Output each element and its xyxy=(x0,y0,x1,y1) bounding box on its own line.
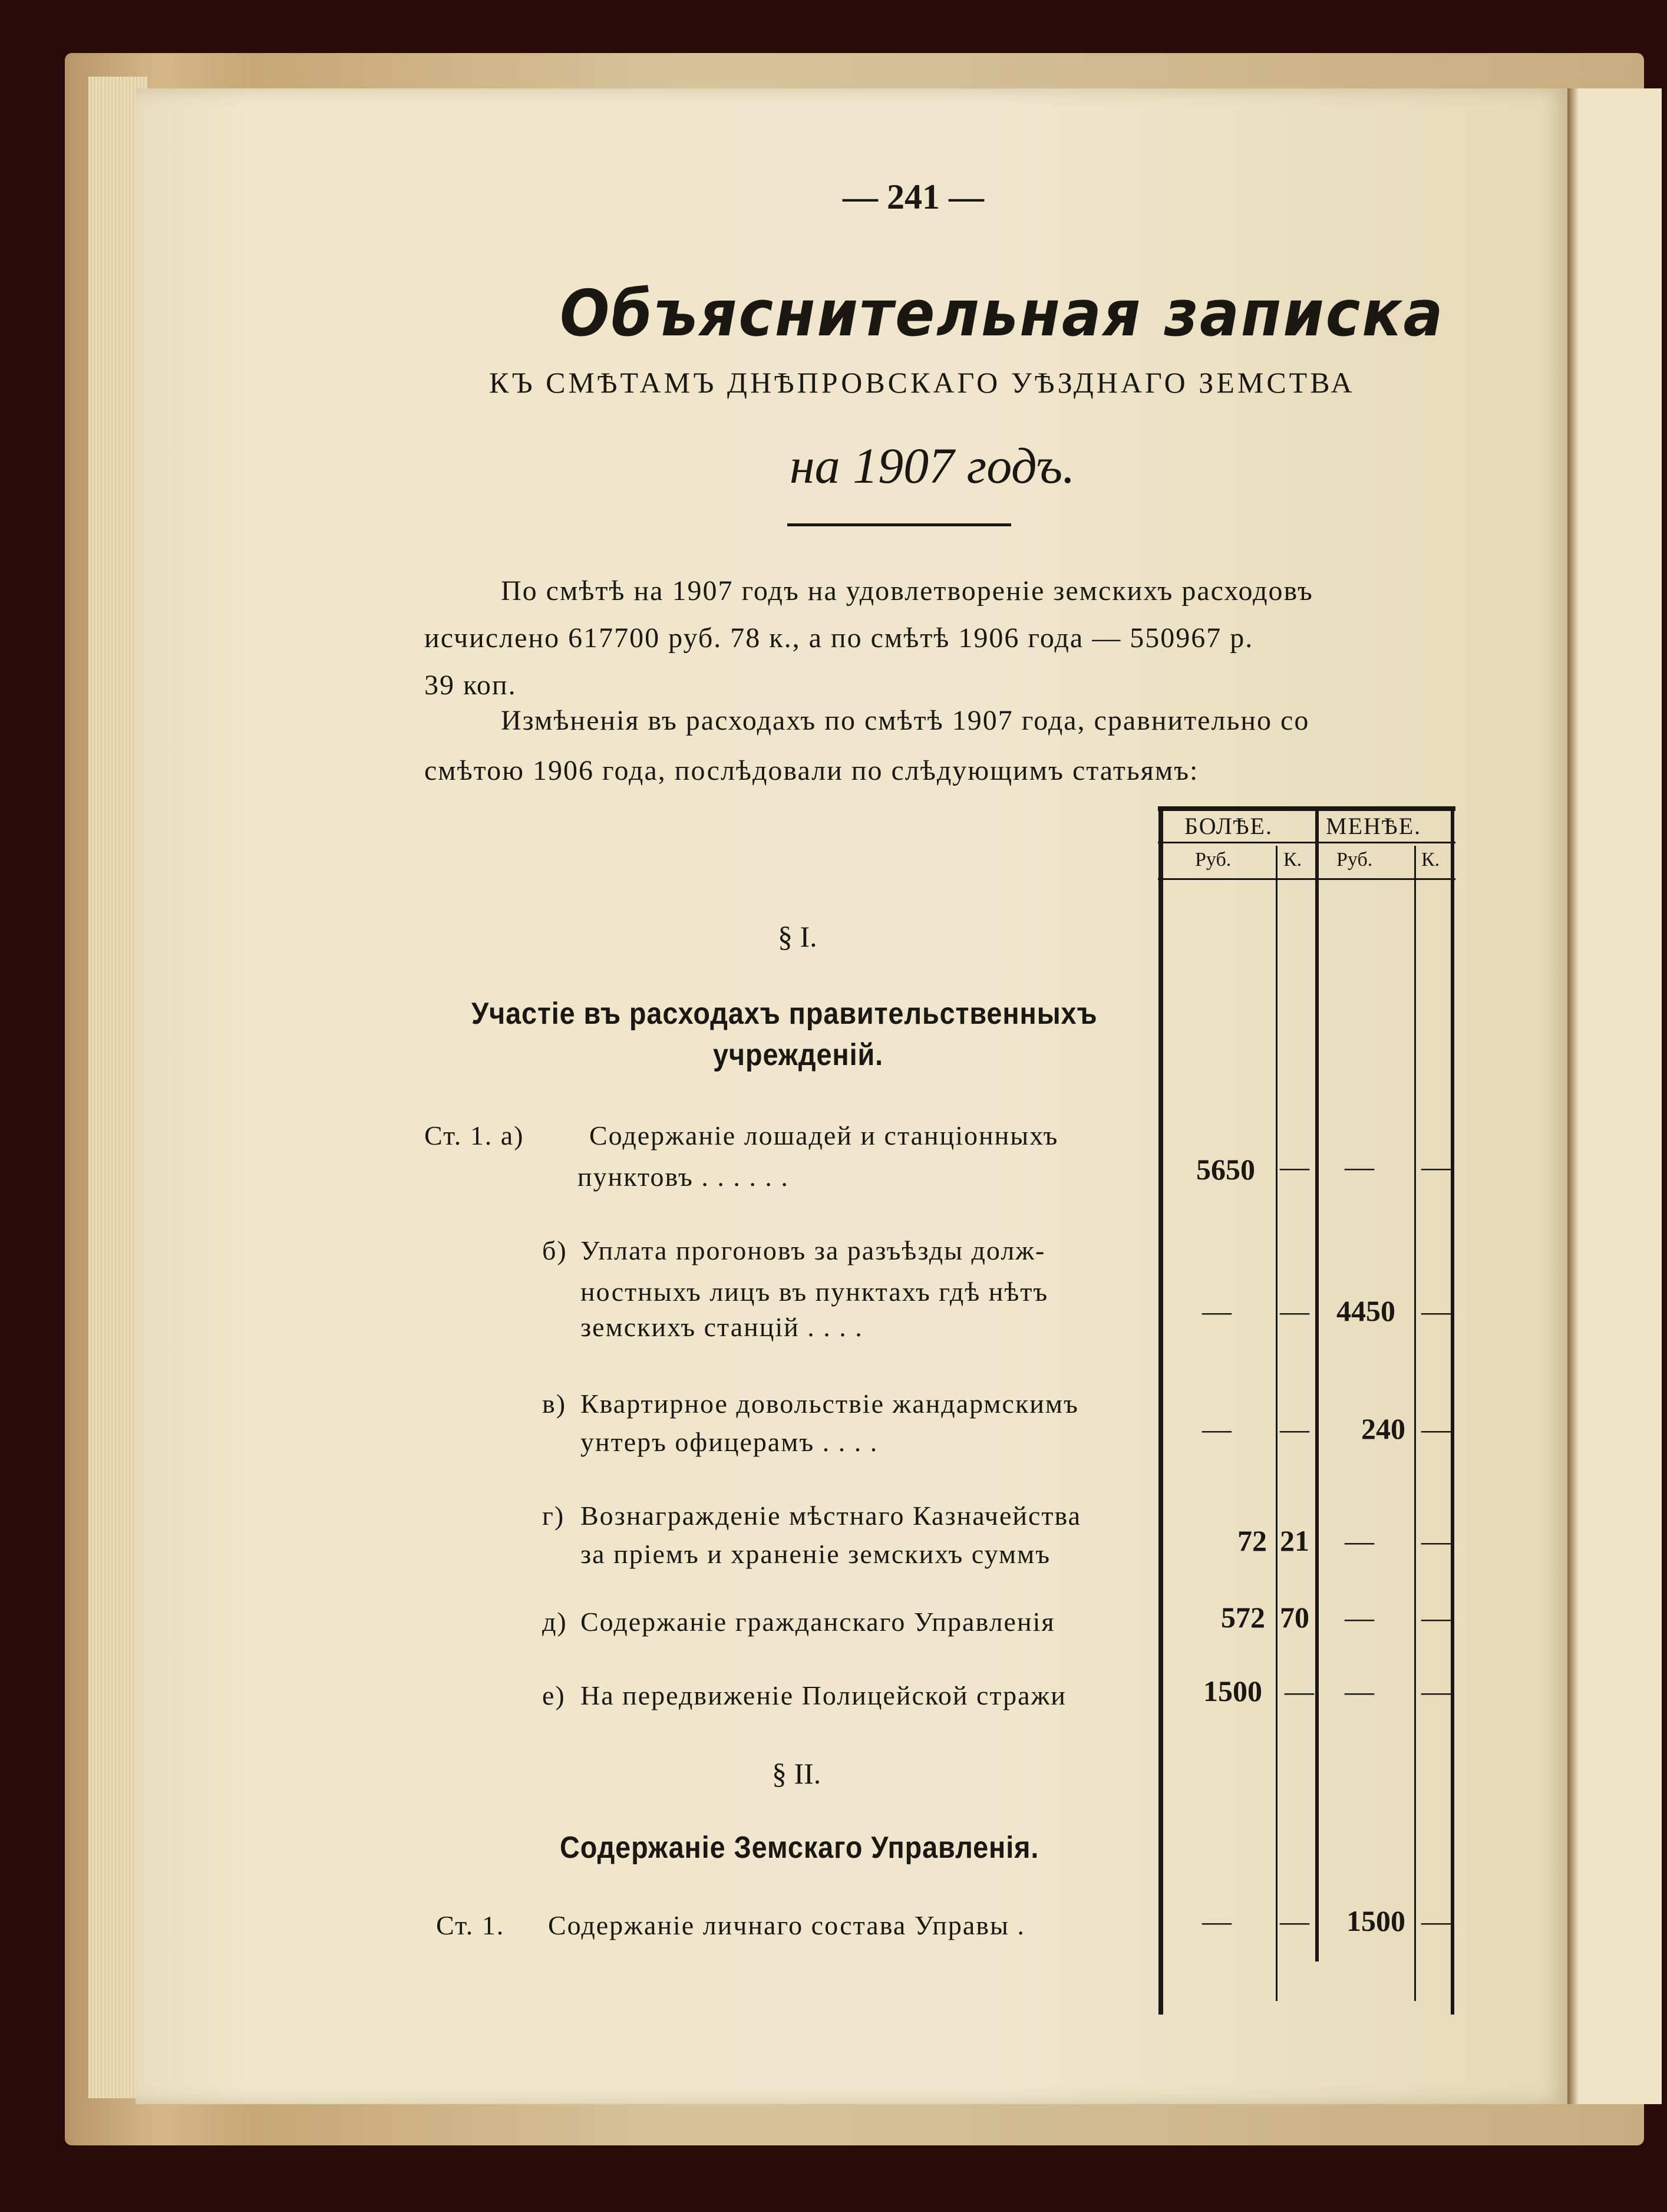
item-prefix: Ст. 1. xyxy=(436,1910,505,1940)
more-kop-value: — xyxy=(1285,1674,1314,1707)
less-rub-value: 240 xyxy=(1361,1412,1405,1445)
item-prefix: д) xyxy=(542,1607,567,1637)
item-text: земскихъ станцій . . . . xyxy=(580,1312,863,1342)
item-prefix: в) xyxy=(542,1389,567,1419)
more-rub-value: 1500 xyxy=(1203,1674,1262,1707)
column-subheader-rub: Руб. xyxy=(1195,849,1232,871)
more-rub-value: — xyxy=(1202,1904,1232,1937)
item-text: за пріемъ и храненіе земскихъ суммъ xyxy=(580,1539,1051,1569)
less-rub-value: 1500 xyxy=(1346,1904,1405,1937)
item-text: Содержаніе личнаго состава Управы . xyxy=(548,1910,1025,1940)
intro-line: Измѣненія въ расходахъ по смѣтѣ 1907 года, сравнительно со xyxy=(501,705,1310,736)
table-header-rule xyxy=(1158,842,1455,843)
item-text: Содержаніе гражданскаго Управленія xyxy=(580,1607,1055,1637)
more-kop-value: 21 xyxy=(1280,1524,1309,1557)
more-kop-value: — xyxy=(1280,1412,1309,1445)
item-text: ностныхъ лицъ въ пунктахъ гдѣ нѣтъ xyxy=(580,1277,1049,1307)
table-column-rule xyxy=(1414,846,1416,2001)
less-rub-value: 4450 xyxy=(1336,1294,1395,1327)
title-divider xyxy=(787,523,1011,526)
item-text: Уплата прогоновъ за разъѣзды долж- xyxy=(580,1235,1046,1265)
section-heading: учрежденій. xyxy=(713,1038,884,1072)
table-column-rule xyxy=(1158,806,1163,2015)
document-subtitle: КЪ СМѢТАМЪ ДНѢПРОВСКАГО УѢЗДНАГО ЗЕМСТВА xyxy=(489,366,1355,399)
less-rub-value: — xyxy=(1345,1150,1374,1183)
column-header-more: БОЛѢЕ. xyxy=(1184,813,1273,839)
item-text: Квартирное довольствіе жандармскимъ xyxy=(580,1389,1079,1419)
item-text: Вознагражденіе мѣстнаго Казначейства xyxy=(580,1501,1082,1531)
less-rub-value: — xyxy=(1345,1524,1374,1557)
intro-line: исчислено 617700 руб. 78 к., а по смѣтѣ 1906 года — 550967 р. xyxy=(424,622,1254,654)
less-kop-value: — xyxy=(1421,1601,1451,1634)
page-number: — 241 — xyxy=(843,177,984,216)
table-column-rule xyxy=(1276,846,1278,2001)
next-page-edge xyxy=(1567,88,1662,2104)
more-rub-value: 72 xyxy=(1237,1524,1267,1557)
less-kop-value: — xyxy=(1421,1412,1451,1445)
item-prefix: Ст. 1. а) xyxy=(424,1120,524,1150)
more-kop-value: — xyxy=(1280,1294,1309,1327)
more-kop-value: 70 xyxy=(1280,1601,1309,1634)
item-text: унтеръ офицерамъ . . . . xyxy=(580,1427,879,1457)
more-kop-value: — xyxy=(1280,1150,1309,1183)
section-heading: Содержаніе Земскаго Управленія. xyxy=(560,1831,1039,1865)
item-prefix: е) xyxy=(542,1680,566,1710)
column-subheader-kop: К. xyxy=(1283,849,1302,871)
more-kop-value: — xyxy=(1280,1904,1309,1937)
less-kop-value: — xyxy=(1421,1674,1451,1707)
table-column-rule xyxy=(1451,806,1454,2015)
item-text: На передвиженіе Полицейской стражи xyxy=(580,1680,1067,1710)
intro-line: По смѣтѣ на 1907 годъ на удовлетвореніе земскихъ расходовъ xyxy=(501,575,1313,606)
more-rub-value: — xyxy=(1202,1412,1232,1445)
table-header-rule xyxy=(1158,878,1455,880)
more-rub-value: 572 xyxy=(1221,1601,1265,1634)
intro-line: 39 коп. xyxy=(424,670,517,701)
less-kop-value: — xyxy=(1421,1904,1451,1937)
more-rub-value: 5650 xyxy=(1196,1153,1255,1186)
less-kop-value: — xyxy=(1421,1150,1451,1183)
less-kop-value: — xyxy=(1421,1294,1451,1327)
document-title: Объяснительная записка xyxy=(560,277,1445,351)
item-text: Содержаніе лошадей и станціонныхъ xyxy=(589,1120,1059,1150)
column-header-less: МЕНѢЕ. xyxy=(1326,813,1422,839)
item-prefix: б) xyxy=(542,1235,567,1265)
more-rub-value: — xyxy=(1202,1294,1232,1327)
less-rub-value: — xyxy=(1345,1601,1374,1634)
column-subheader-kop: К. xyxy=(1421,849,1440,871)
less-rub-value: — xyxy=(1345,1674,1374,1707)
less-kop-value: — xyxy=(1421,1524,1451,1557)
table-header-rule xyxy=(1158,806,1455,811)
column-subheader-rub: Руб. xyxy=(1336,849,1373,871)
intro-line: смѣтою 1906 года, послѣдовали по слѣдующимъ статьямъ: xyxy=(424,755,1199,786)
table-column-rule xyxy=(1315,806,1319,1962)
item-prefix: г) xyxy=(542,1501,565,1531)
document-year: на 1907 годъ. xyxy=(790,437,1075,494)
section-heading: Участіе въ расходахъ правительственныхъ xyxy=(471,997,1098,1031)
item-text: пунктовъ . . . . . . xyxy=(577,1162,789,1192)
section-mark: § I. xyxy=(778,920,817,953)
section-mark: § II. xyxy=(772,1757,821,1790)
